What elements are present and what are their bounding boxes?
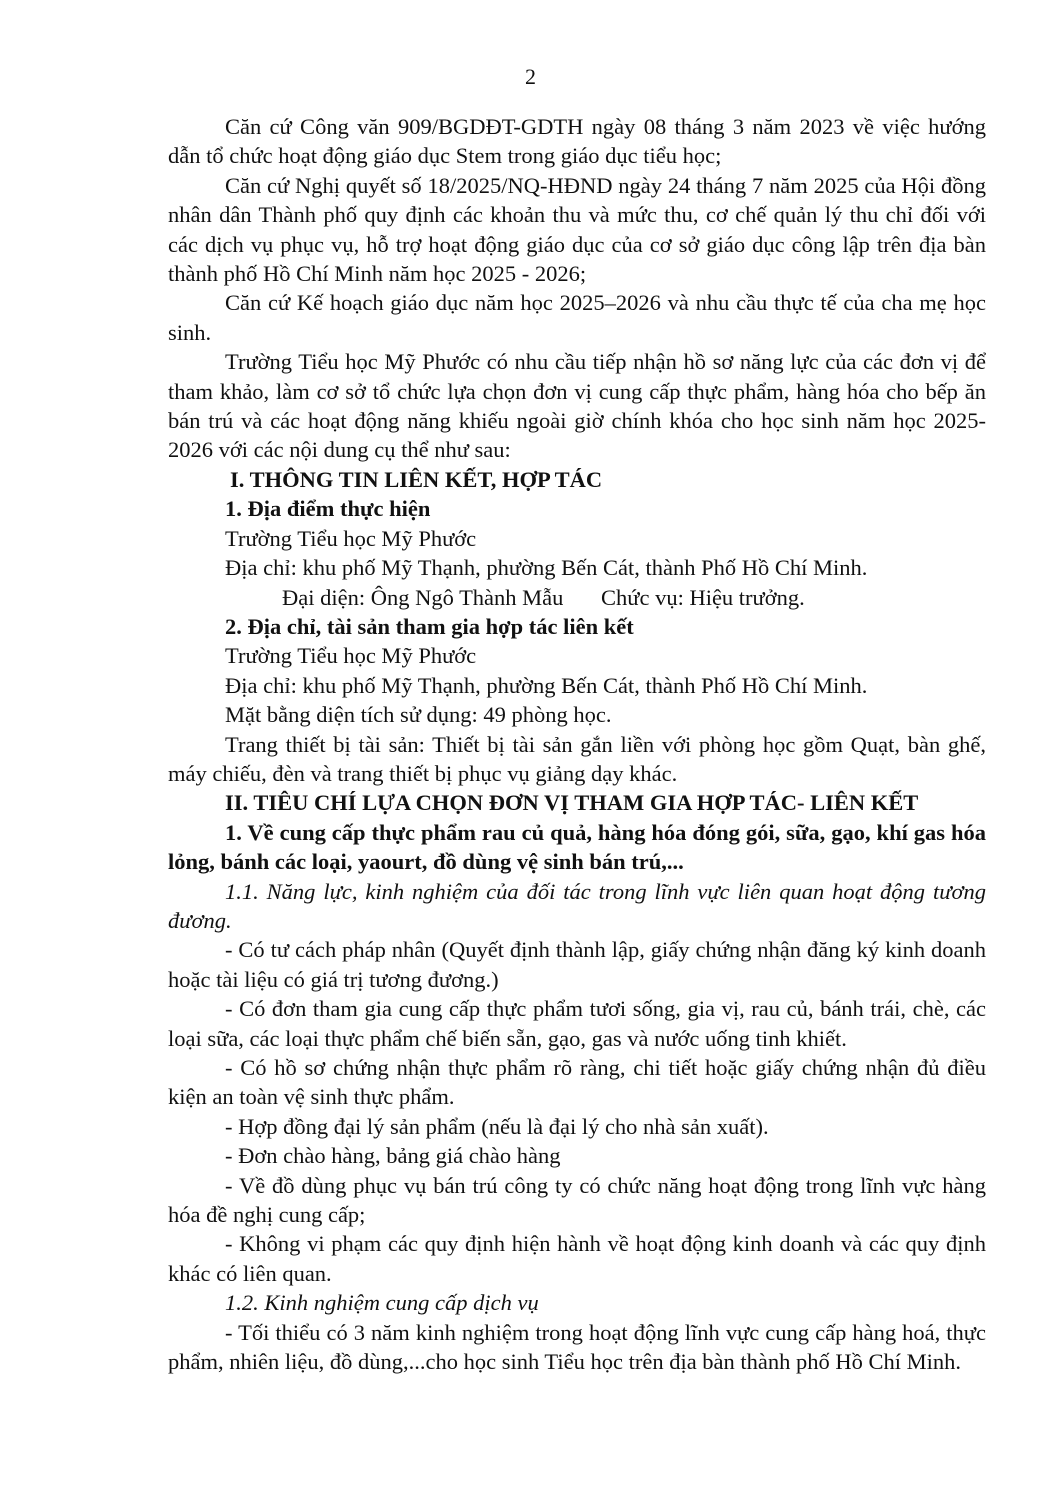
school-address-2: Địa chỉ: khu phố Mỹ Thạnh, phường Bến Cát, thành Phố Hồ Chí Minh. — [225, 672, 868, 698]
position: Chức vụ: Hiệu trưởng. — [601, 584, 805, 610]
bullet-experience: - Tối thiểu có 3 năm kinh nghiệm trong hoạt động lĩnh vực cung cấp hàng hoá, thực phẩm, nhiên liệu, đồ dùng,...cho học sinh Tiểu học trên địa bàn thành phố Hồ Chí Minh. — [168, 1319, 986, 1375]
section-heading-1: I. THÔNG TIN LIÊN KẾT, HỢP TÁC — [230, 466, 603, 492]
bullet-agency-contract: - Hợp đồng đại lý sản phẩm (nếu là đại lý cho nhà sản xuất). — [225, 1113, 769, 1139]
school-name-2: Trường Tiểu học Mỹ Phước — [225, 643, 477, 669]
paragraph-legal-basis-3: Căn cứ Kế hoạch giáo dục năm học 2025–2026 và nhu cầu thực tế của cha mẹ học sinh. — [168, 290, 986, 345]
paragraph-legal-basis-2: Căn cứ Nghị quyết số 18/2025/NQ-HĐND ngày 24 tháng 7 năm 2025 của Hội đồng nhân dân Thành phố quy định các khoản thu và mức thu, cơ chế quản lý thu chỉ đối với các dịch vụ phục vụ, hỗ trợ hoạt động giáo dục của cơ sở giáo dục công lập trên địa bàn thành phố Hồ Chí Minh năm học 2025 - 2026; — [168, 172, 986, 287]
subheading-location: 1. Địa điểm thực hiện — [225, 496, 431, 522]
paragraph-legal-basis-1: Căn cứ Công văn 909/BGDĐT-GDTH ngày 08 tháng 3 năm 2023 về việc hướng dẫn tổ chức hoạt động giáo dục Stem trong giáo dục tiểu học; — [168, 114, 986, 169]
representative-line — [168, 583, 986, 612]
school-address: Địa chỉ: khu phố Mỹ Thạnh, phường Bến Cát, thành Phố Hồ Chí Minh. — [225, 555, 868, 581]
representative: Đại diện: Ông Ngô Thành Mẫu — [282, 584, 564, 610]
bullet-supplies: - Về đồ dùng phục vụ bán trú công ty có chức năng hoạt động trong lĩnh vực hàng hóa đề nghị cung cấp; — [168, 1172, 986, 1228]
bullet-legal-entity: - Có tư cách pháp nhân (Quyết định thành lập, giấy chứng nhận đăng ký kinh doanh hoặc tài liệu có giá trị tương đương.) — [168, 937, 986, 992]
bullet-application: - Có đơn tham gia cung cấp thực phẩm tươi sống, gia vị, rau củ, bánh trái, chè, các loại sữa, các loại thực phẩm chế biến sẵn, gạo, gas và nước uống tinh khiết. — [168, 996, 986, 1051]
area-line: Mặt bằng diện tích sử dụng: 49 phòng học. — [225, 702, 612, 728]
document-body — [168, 112, 986, 1376]
equipment-line: Trang thiết bị tài sản: Thiết bị tài sản gắn liền với phòng học gồm Quạt, bàn ghế, máy chiếu, đèn và trang thiết bị phục vụ giảng dạy khác. — [168, 731, 986, 786]
subheading-experience: 1.2. Kinh nghiệm cung cấp dịch vụ — [225, 1290, 539, 1316]
subheading-supply: 1. Về cung cấp thực phẩm rau củ quả, hàng hóa đóng gói, sữa, gạo, khí gas hóa lỏng, bánh các loại, yaourt, đồ dùng vệ sinh bán trú,... — [168, 819, 986, 875]
bullet-quotation: - Đơn chào hàng, bảng giá chào hàng — [225, 1143, 561, 1169]
bullet-certificate: - Có hồ sơ chứng nhận thực phẩm rõ ràng, chi tiết hoặc giấy chứng nhận đủ điều kiện an toàn vệ sinh thực phẩm. — [168, 1055, 986, 1110]
subheading-assets: 2. Địa chỉ, tài sản tham gia hợp tác liên kết — [225, 613, 634, 639]
page-number: 2 — [525, 64, 536, 89]
section-heading-2: II. TIÊU CHÍ LỰA CHỌN ĐƠN VỊ THAM GIA HỢP TÁC- LIÊN KẾT — [225, 790, 919, 816]
school-name: Trường Tiểu học Mỹ Phước — [225, 525, 477, 551]
paragraph-intro: Trường Tiểu học Mỹ Phước có nhu cầu tiếp nhận hồ sơ năng lực của các đơn vị để tham khảo, làm cơ sở tổ chức lựa chọn đơn vị cung cấp thực phẩm, hàng hóa cho bếp ăn bán trú và các hoạt động năng khiếu ngoài giờ chính khóa cho học sinh năm học 2025-2026 với các nội dung cụ thể như sau: — [168, 349, 986, 463]
bullet-compliance: - Không vi phạm các quy định hiện hành về hoạt động kinh doanh và các quy định khác có liên quan. — [168, 1231, 986, 1286]
subheading-capacity: 1.1. Năng lực, kinh nghiệm của đối tác trong lĩnh vực liên quan hoạt động tương đương. — [168, 878, 986, 933]
